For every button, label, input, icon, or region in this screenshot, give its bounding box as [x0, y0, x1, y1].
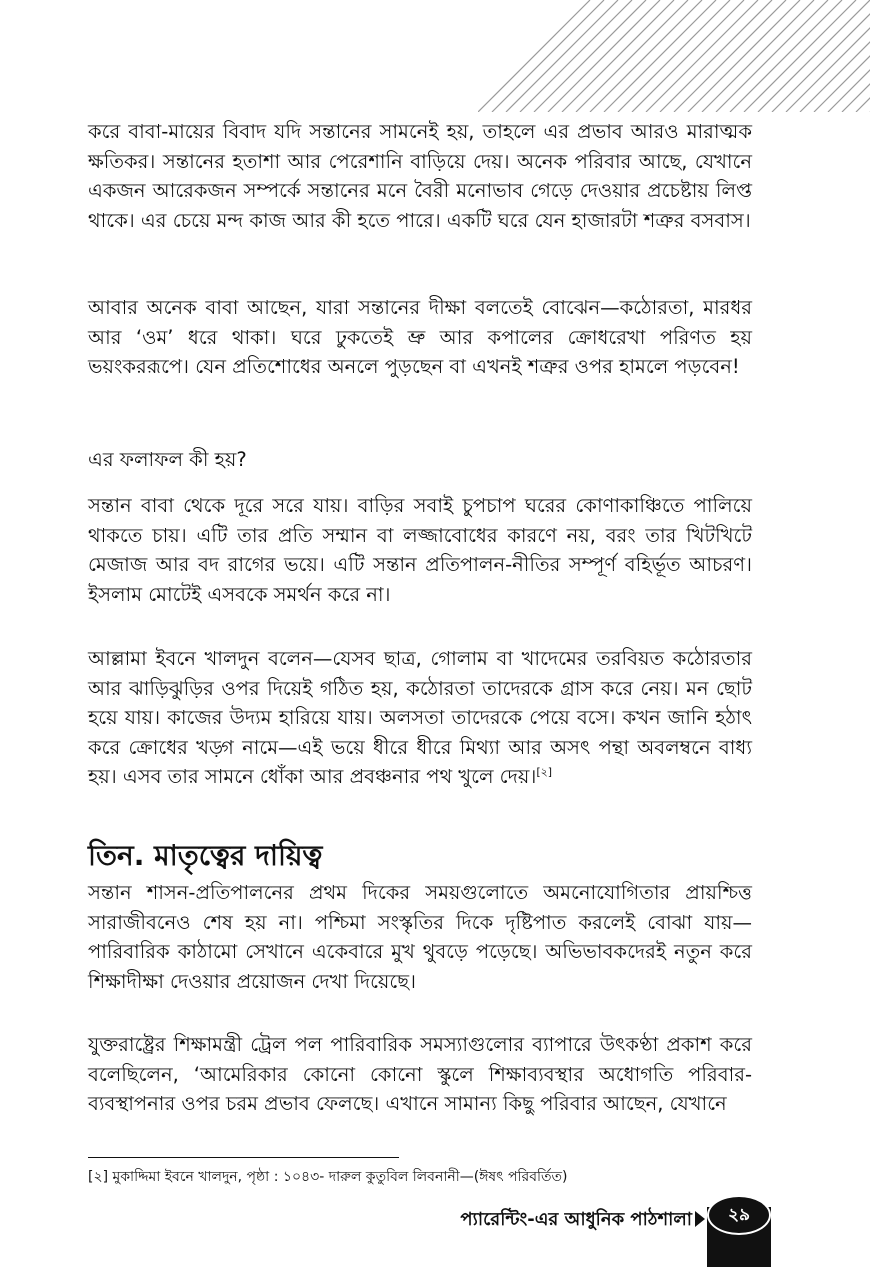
paragraph-4 — [88, 644, 752, 792]
running-footer-title: প্যারেন্টিং-এর আধুনিক পাঠশালা — [460, 1209, 692, 1230]
triangle-arrow-icon — [695, 1211, 705, 1227]
stripe-line — [744, 0, 856, 112]
paragraph-2: আবার অনেক বাবা আছেন, যারা সন্তানের দীক্ষা বলতেই বোঝেন—কঠোরতা, মারধর আর ‘ওম’ ধরে থাকা। ঘরে ঢুকতেই ভ্রু আর কপালের ক্রোধরেখা পরিণত হয় ভয়ংকররূপে। যেন প্রতিশোধের অনলে পুড়ছেন বা এখনই শত্রুর ওপর হামলে পড়বেন! — [88, 296, 752, 378]
stripe-line — [604, 0, 716, 112]
section-heading: তিন. মাতৃত্বের দায়িত্ব — [88, 839, 323, 872]
stripe-line — [716, 0, 828, 112]
stripe-line — [674, 0, 786, 112]
footnote-divider — [88, 1157, 399, 1158]
stripe-line — [576, 0, 688, 112]
paragraph-6: যুক্তরাষ্ট্রের শিক্ষামন্ত্রী ট্রেল পল পারিবারিক সমস্যাগুলোর ব্যাপারে উৎকণ্ঠা প্রকাশ করে বলেছিলেন, ‘আমেরিকার কোনো কোনো স্কুলে শিক্ষাব্যবস্থার অধোগতি পরিবার-ব্যবস্থাপনার ওপর চরম প্রভাব ফেলছে। এখানে সামান্য কিছু পরিবার আছেন, যেখানে — [88, 1033, 752, 1115]
stripe-line — [562, 0, 674, 112]
stripe-line — [478, 0, 590, 112]
stripe-line — [590, 0, 702, 112]
corner-stripes-decoration — [478, 0, 870, 112]
stripe-line — [702, 0, 814, 112]
page-number-badge — [707, 1195, 771, 1235]
stripe-line — [618, 0, 730, 112]
stripe-line — [758, 0, 870, 112]
stripe-line — [828, 0, 870, 112]
stripe-line — [492, 0, 604, 112]
paragraph-5: সন্তান শাসন-প্রতিপালনের প্রথম দিকের সময়গুলোতে অমনোযোগিতার প্রায়শ্চিত্ত সারাজীবনেও শেষ হয় না। পশ্চিমা সংস্কৃতির দিকে দৃষ্টিপাত করলেই বোঝা যায়—পারিবারিক কাঠামো সেখানে একেবারে মুখ থুবড়ে পড়েছে। অভিভাবকদেরই নতুন করে শিক্ষাদীক্ষা দেওয়ার প্রয়োজন দেখা দিয়েছে। — [88, 881, 752, 993]
footnote-text: [২] মুকাদ্দিমা ইবনে খালদুন, পৃষ্ঠা : ১০৪৩- দারুল কুতুবিল লিবনানী—(ঈষৎ পরিবর্তিত) — [88, 1169, 568, 1185]
stripe-line — [534, 0, 646, 112]
stripe-line — [730, 0, 842, 112]
paragraph-3: সন্তান বাবা থেকে দূরে সরে যায়। বাড়ির সবাই চুপচাপ ঘরের কোণাকাঞ্চিতে পালিয়ে থাকতে চায়। এটি তার প্রতি সম্মান বা লজ্জাবোধের কারণে নয়, বরং তার খিটখিটে মেজাজ আর বদ রাগের ভয়ে। এটি সন্তান প্রতিপালন-নীতির সম্পূর্ণ বহির্ভূত আচরণ। ইসলাম মোটেই এসবকে সমর্থন করে না। — [88, 494, 752, 606]
question-line: এর ফলাফল কী হয়? — [88, 448, 247, 471]
paragraph-4-text: আল্লামা ইবনে খালদুন বলেন—যেসব ছাত্র, গোলাম বা খাদেমের তরবিয়ত কঠোরতার আর ঝাড়িঝুড়ির ওপর দিয়েই গঠিত হয়, কঠোরতা তাদেরকে গ্রাস করে নেয়। মন ছোট হয়ে যায়। কাজের উদ্যম হারিয়ে যায়। অলসতা তাদেরকে পেয়ে বসে। কখন জানি হঠাৎ করে ক্রোধের খড়্গ নামে—এই ভয়ে ধীরে ধীরে মিথ্যা আর অসৎ পন্থা অবলম্বনে বাধ্য হয়। এসব তার সামনে ধোঁকা আর প্রবঞ্চনার পথ খুলে দেয়। — [88, 647, 752, 788]
stripe-line — [660, 0, 772, 112]
paragraph-1: করে বাবা-মায়ের বিবাদ যদি সন্তানের সামনেই হয়, তাহলে এর প্রভাব আরও মারাত্মক ক্ষতিকর। সন্তানের হতাশা আর পেরেশানি বাড়িয়ে দেয়। অনেক পরিবার আছে, যেখানে একজন আরেকজন সম্পর্কে সন্তানের মনে বৈরী মনোভাব গেড়ে দেওয়ার প্রচেষ্টায় লিপ্ত থাকে। এর চেয়ে মন্দ কাজ আর কী হতে পারে। একটি ঘরে যেন হাজারটা শত্রুর বসবাস। — [88, 120, 752, 232]
page-number: ২৯ — [727, 1205, 751, 1225]
stripe-line — [688, 0, 800, 112]
stripe-line — [506, 0, 618, 112]
stripe-line — [632, 0, 744, 112]
footnote-reference: [২] — [536, 765, 553, 779]
stripe-line — [646, 0, 758, 112]
stripe-line — [548, 0, 660, 112]
stripe-line — [520, 0, 632, 112]
